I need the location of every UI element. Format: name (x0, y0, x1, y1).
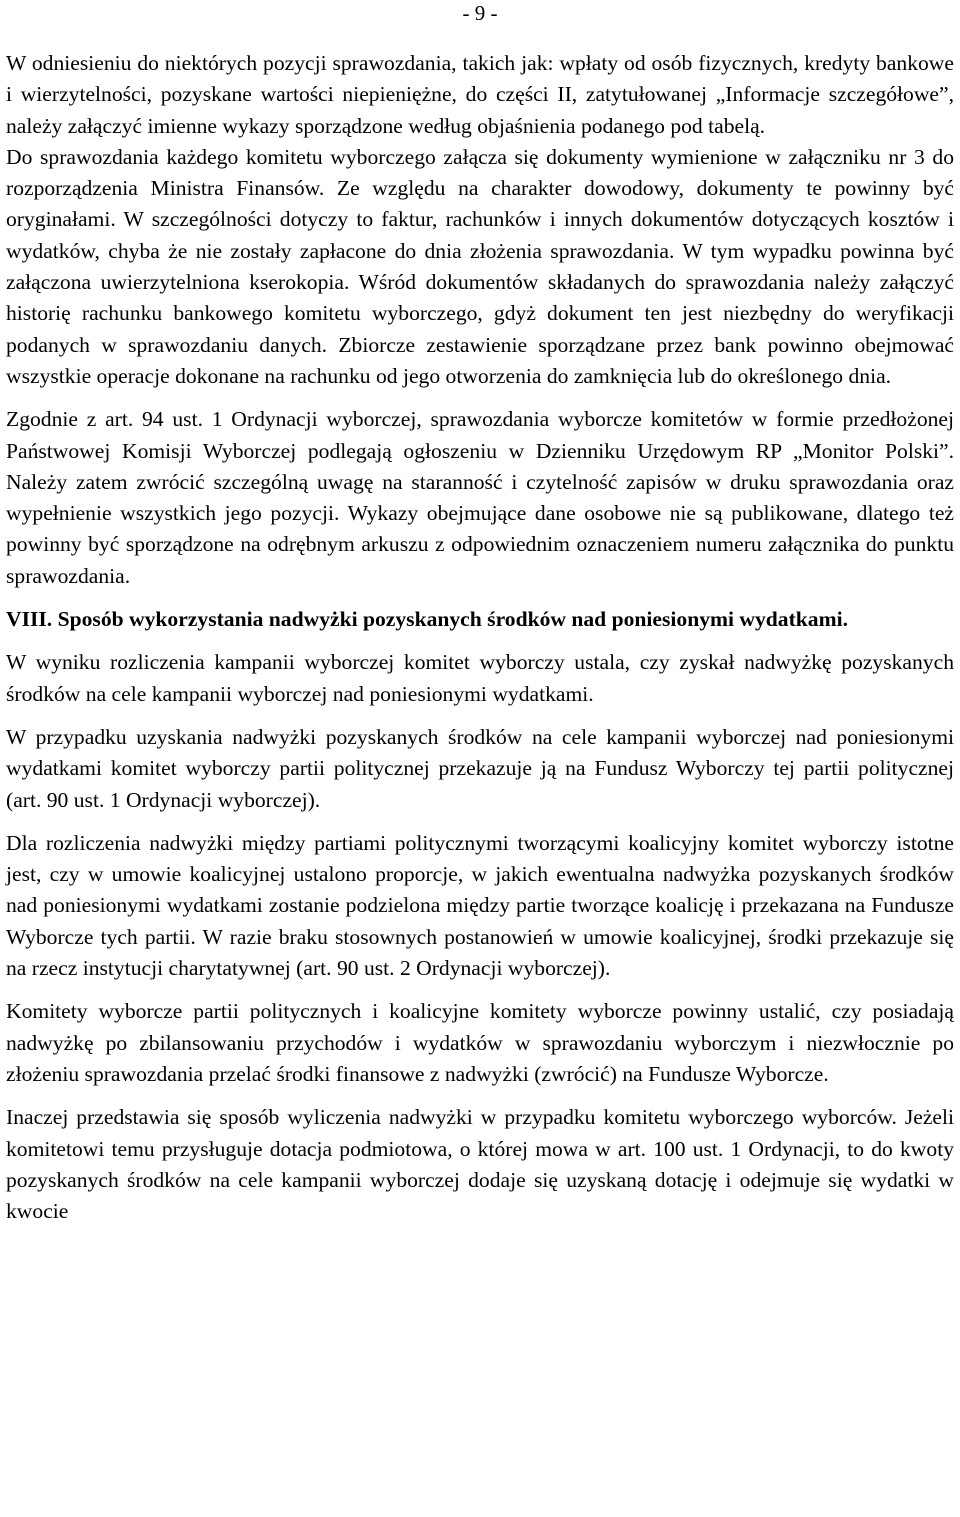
paragraph-voters-committee: Inaczej przedstawia się sposób wyliczenia nadwyżki w przypadku komitetu wyborczego wyborców. Jeżeli komitetowi temu przysługuje dotacja podmiotowa, o której mowa w art. 100 ust. 1 Ordynacji, to do kwoty pozyskanych środków na cele kampanii wyborczej dodaje się uzyskaną dotację i odejmuje się wydatki w kwocie (6, 1105, 954, 1224)
paragraph-documents: Do sprawozdania każdego komitetu wyborczego załącza się dokumenty wymienione w załączniku nr 3 do rozporządzenia Ministra Finansów. Ze względu na charakter dowodowy, dokumenty te powinny być oryginałami. W szczególności dotyczy to faktur, rachunków i innych dokumentów dotyczących kosztów i wydatków, chyba że nie zostały zapłacone do dnia złożenia sprawozdania. W tym wypadku powinna być załączona uwierzytelniona kserokopia. Wśród dokumentów składanych do sprawozdania należy załączyć historię rachunku bankowego komitetu wyborczego, gdyż dokument ten jest niezbędny do weryfikacji podanych w sprawozdaniu danych. Zbiorcze zestawienie sporządzane przez bank powinno obejmować wszystkie operacje dokonane na rachunku od jego otworzenia do zamknięcia lub do określonego dnia. (6, 144, 954, 388)
paragraph-party-committees: Komitety wyborcze partii politycznych i koalicyjne komitety wyborcze powinny ustalić, czy posiadają nadwyżkę po zbilansowaniu przychodów i wydatków w sprawozdaniu wyborczym i niezwłocznie po złożeniu sprawozdania przelać środki finansowe z nadwyżki (zwrócić) na Fundusze Wyborcze. (6, 999, 954, 1086)
paragraph-attachments: W odniesieniu do niektórych pozycji sprawozdania, takich jak: wpłaty od osób fizycznych, kredyty bankowe i wierzytelności, pozyskane wartości niepieniężne, do części II, zatytułowanej „Informacje szczegółowe”, należy załączyć imienne wykazy sporządzone według objaśnienia podanego pod tabelą. (6, 51, 954, 138)
paragraph-coalition-settlement: Dla rozliczenia nadwyżki między partiami politycznymi tworzącymi koalicyjny komitet wyborczy istotne jest, czy w umowie koalicyjnej ustalono proporcje, w jakich ewentualna nadwyżka pozyskanych środków nad poniesionymi wydatkami zostanie podzielona między partie tworzące koalicję i przekazana na Fundusze Wyborcze tych partii. W razie braku stosownych postanowień w umowie koalicyjnej, środki przekazuje się na rzecz instytucji charytatywnej (art. 90 ust. 2 Ordynacji wyborczej). (6, 830, 954, 981)
paragraph-surplus-determination: W wyniku rozliczenia kampanii wyborczej komitet wyborczy ustala, czy zyskał nadwyżkę pozyskanych środków na cele kampanii wyborczej nad poniesionymi wydatkami. (6, 650, 954, 706)
page-number: - 9 - (462, 1, 498, 25)
paragraph-surplus-transfer: W przypadku uzyskania nadwyżki pozyskanych środków na cele kampanii wyborczej nad poniesionymi wydatkami komitet wyborczy partii politycznej przekazuje ją na Fundusz Wyborczy tej partii politycznej (art. 90 ust. 1 Ordynacji wyborczej). (6, 724, 954, 812)
paragraph-publication: Zgodnie z art. 94 ust. 1 Ordynacji wyborczej, sprawozdania wyborcze komitetów w formie przedłożonej Państwowej Komisji Wyborczej podlegają ogłoszeniu w Dzienniku Urzędowym RP „Monitor Polski”. Należy zatem zwrócić szczególną uwagę na staranność i czytelność zapisów w druku sprawozdania oraz wypełnienie wszystkich jego pozycji. Wykazy obejmujące dane osobowe nie są publikowane, dlatego też powinny być sporządzone na odrębnym arkuszu z odpowiednim oznaczeniem numeru załącznika do punktu sprawozdania. (6, 407, 954, 588)
section-heading: VIII. Sposób wykorzystania nadwyżki pozyskanych środków nad poniesionymi wydatkami. (6, 607, 848, 632)
